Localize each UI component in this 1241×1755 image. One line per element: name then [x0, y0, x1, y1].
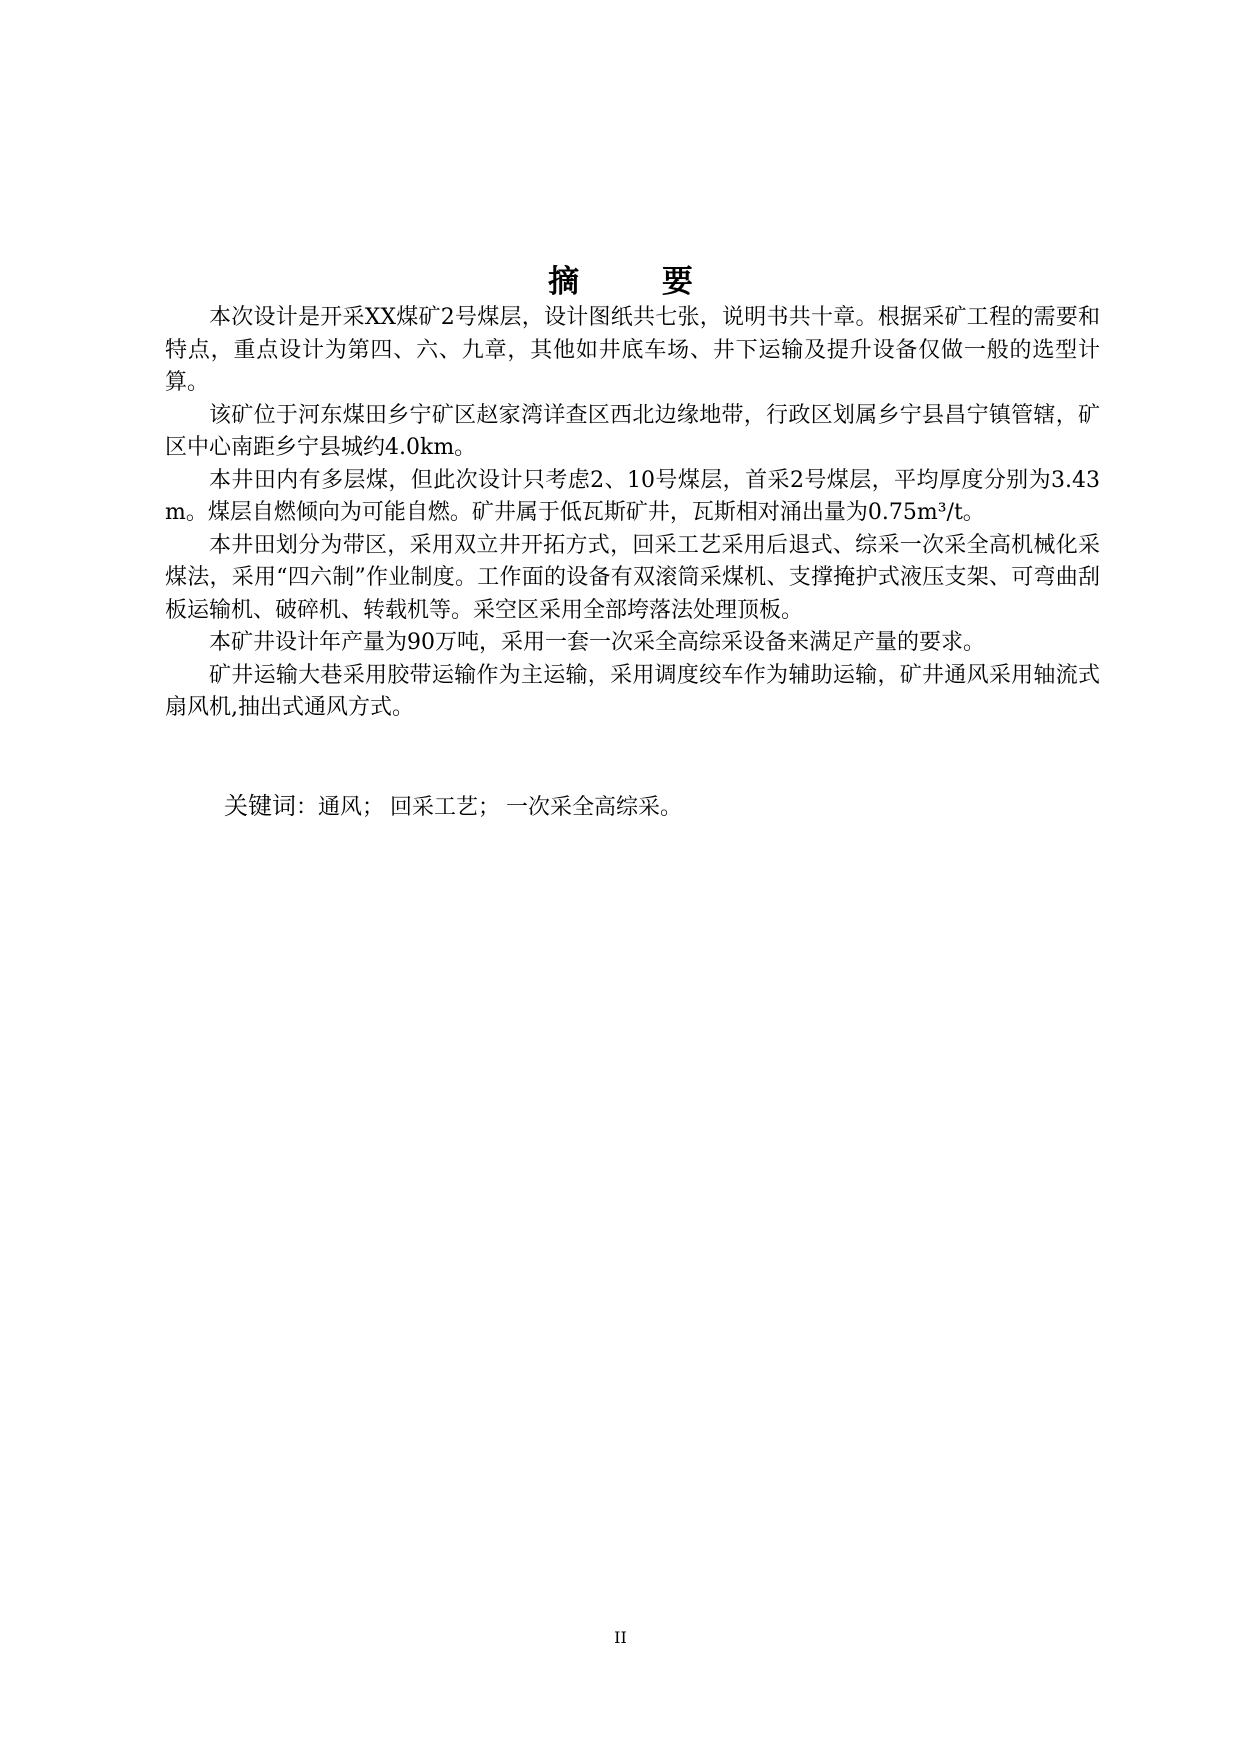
abstract-paragraph-5: 本矿井设计年产量为90万吨，采用一套一次采全高综采设备来满足产量的要求。 [209, 630, 985, 655]
keywords-colon: ： [296, 795, 319, 820]
abstract-paragraph-1: 本次设计是开采XX煤矿2号煤层，设计图纸共七张，说明书共十章。根据采矿工程的需要和特点，重点设计为第四、六、九章，其他如井底车场、井下运输及提升设备仅做一般的选型计算。 [165, 305, 1100, 395]
keyword-item: 回采工艺； [390, 795, 501, 820]
keywords-label: 关键词 [224, 792, 296, 820]
keywords-line [224, 790, 1100, 824]
keyword-item: 通风； [318, 795, 385, 820]
abstract-title: 摘 要 [548, 264, 729, 300]
page-number: II [614, 1628, 627, 1647]
abstract-paragraph-6: 矿井运输大巷采用胶带运输作为主运输，采用调度绞车作为辅助运输，矿井通风采用轴流式扇风机,抽出式通风方式。 [165, 662, 1100, 720]
abstract-body [165, 302, 1100, 725]
abstract-paragraph-3: 本井田内有多层煤，但此次设计只考虑2、10号煤层，首采2号煤层，平均厚度分别为3.43m。煤层自燃倾向为可能自燃。矿井属于低瓦斯矿井，瓦斯相对涌出量为0.75m³/t。 [165, 467, 1100, 525]
keyword-item: 一次采全高综采。 [506, 795, 683, 820]
abstract-paragraph-4: 本井田划分为带区，采用双立井开拓方式，回采工艺采用后退式、综采一次采全高机械化采煤法，采用“四六制”作业制度。工作面的设备有双滚筒采煤机、支撑掩护式液压支架、可弯曲刮板运输机、破碎机、转载机等。采空区采用全部垮落法处理顶板。 [165, 532, 1100, 623]
abstract-paragraph-2: 该矿位于河东煤田乡宁矿区赵家湾详查区西北边缘地带，行政区划属乡宁县昌宁镇管辖，矿区中心南距乡宁县城约4.0km。 [165, 402, 1100, 460]
